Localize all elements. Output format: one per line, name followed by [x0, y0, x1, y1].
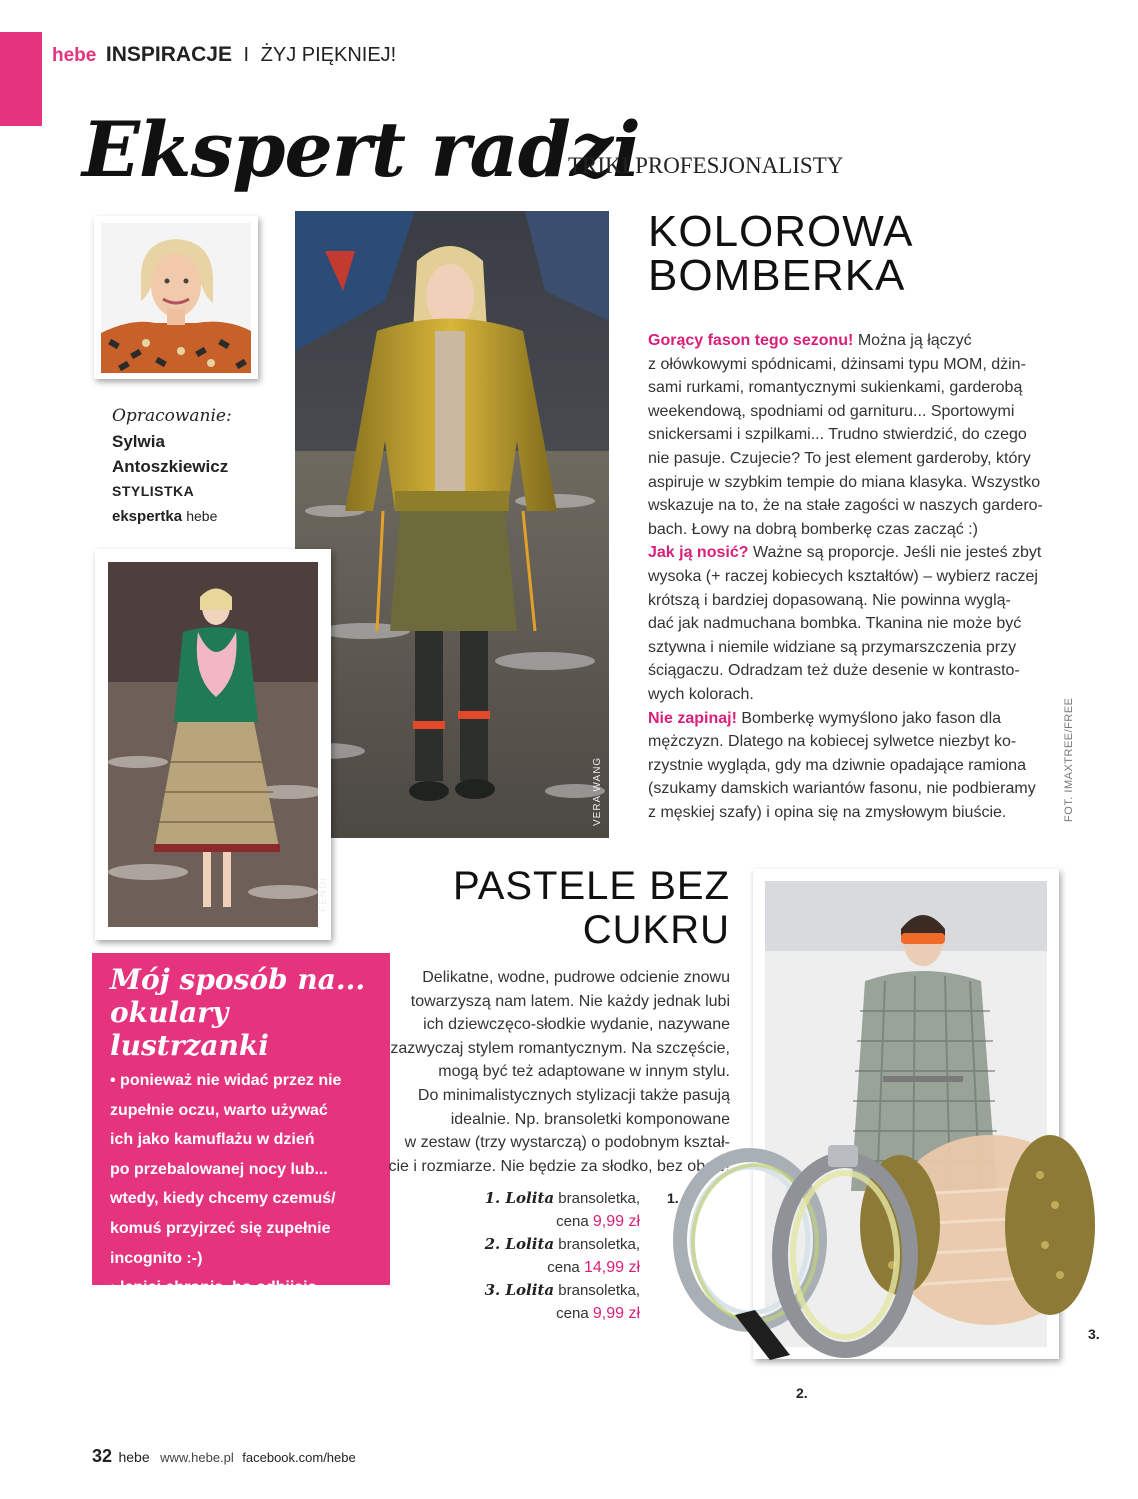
article1-line: [648, 376, 1038, 400]
tip-box-line: cer w pełnym słońcu.: [110, 1338, 272, 1356]
article2-line: Delikatne, wodne, pudrowe odcienie znowu: [422, 969, 730, 986]
tip-box-title-line: lustrzanki: [110, 1029, 269, 1062]
article1-heading-line2: BOMBERKA: [648, 251, 906, 300]
page-number: 32: [92, 1446, 113, 1466]
article2-line: mogą być też adaptowane w innym stylu.: [438, 1063, 730, 1081]
tip-box-line: incognito :-): [110, 1249, 203, 1267]
header-section: INSPIRACJE: [105, 43, 232, 66]
tip-box: [92, 953, 390, 1356]
tip-box-line: • lepiej chronią, bo odbijają: [110, 1279, 317, 1297]
tip-box-title-line: Mój sposób na...: [110, 963, 366, 996]
tip-box-line: wtedy, kiedy chcemy czemuś/: [110, 1190, 336, 1208]
article1-line: [648, 754, 1038, 778]
author-label: Opracowanie:: [112, 406, 232, 426]
article1-line: [648, 518, 1038, 542]
article1-line: [648, 612, 1038, 636]
article1-text: snickersami i szpilkami... Trudno stwierdzić, do czego: [648, 426, 1027, 444]
product-name-line: [485, 1279, 640, 1303]
tip-box-title-line: okulary: [110, 996, 229, 1029]
product-price-line: [485, 1257, 640, 1280]
article1-line: [648, 565, 1038, 589]
footer-facebook-link[interactable]: facebook.com/hebe: [242, 1450, 356, 1465]
article2-heading-line2: CUKRU: [582, 908, 730, 952]
author-expert-brand: hebe: [186, 508, 218, 524]
article1-text: wskazuje na to, że na stałe zagości w naszych gardero-: [648, 497, 1043, 515]
photo-credit-side: FENDI: [318, 877, 329, 912]
tip-box-line: po przebalowanej nocy lub...: [110, 1160, 328, 1178]
product-desc: bransoletka,: [558, 1282, 640, 1299]
product-price-label: cena: [556, 1212, 589, 1230]
article1-heading: [648, 207, 914, 300]
article1-line: [648, 801, 1038, 825]
tip-box-line: promienie. Najlepsze na spa-: [110, 1308, 330, 1326]
article1-line: [648, 730, 1038, 754]
article1-text: Bomberkę wymyślono jako fason dla: [736, 709, 1002, 727]
article1-line: [648, 400, 1038, 424]
product-name: 2. Lolita: [484, 1235, 555, 1253]
footer-website-link[interactable]: www.hebe.pl: [160, 1450, 234, 1465]
article1-line: [648, 447, 1038, 471]
tip-box-body: [110, 1066, 380, 1362]
header-brand: hebe: [52, 45, 97, 66]
page-title: Ekspert radzi: [82, 105, 640, 194]
pink-tab: [0, 32, 42, 126]
article1-lead: Gorący fason tego sezonu!: [648, 332, 854, 349]
marker-1: 1.: [667, 1190, 679, 1206]
article2-line: cie i rozmiarze. Nie będzie za słodko, bez obaw!: [388, 1157, 730, 1175]
page-title-sub: TRIKI PROFESJONALISTY: [568, 153, 844, 178]
article2-line: towarzyszą nam latem. Nie każdy jednak lubi: [410, 992, 730, 1010]
product-desc: bransoletka,: [558, 1236, 640, 1253]
marker-3: 3.: [1088, 1326, 1100, 1342]
article2-line: ich dziewczęco-słodkie wydanie, nazywane: [423, 1016, 730, 1034]
article1-line: [648, 636, 1038, 660]
article2-line: w zestaw (trzy wystarczą) o podobnym kształ-: [404, 1134, 730, 1152]
side-runway-photo: [108, 562, 318, 927]
author-credits: [112, 404, 232, 529]
article1-text: sztywna i niemile widziane są przymarszczenia przy: [648, 638, 1017, 656]
article1-text: aspiruje w szybkim tempie do miana klasyka. Wszystko: [648, 473, 1041, 491]
header-separator: I: [243, 44, 250, 66]
article1-text: wysoka (+ raczej kobiecych kształtów) – wybierz raczej: [648, 567, 1038, 585]
article1-body: [648, 329, 1043, 824]
article1-text: mężczyzn. Dlatego na kobiecej sylwetce niezbyt ko-: [648, 733, 1017, 751]
product-price-line: [485, 1303, 640, 1326]
article1-line: [648, 777, 1038, 801]
bracelets-image: [660, 1115, 1100, 1380]
article1-text: (szukamy damskich wariantów fasonu, nie podbieramy: [648, 780, 1036, 798]
article1-text: z męskiej szafy) i opina się na zmysłowym biuście.: [648, 803, 1007, 821]
author-photo-frame: [94, 216, 258, 379]
article1-line: [648, 423, 1038, 447]
product-price-label: cena: [556, 1304, 589, 1322]
author-photo: [101, 223, 251, 373]
article1-line: [648, 471, 1041, 495]
article1-lead: Jak ją nosić?: [648, 544, 749, 562]
product-desc: bransoletka,: [558, 1190, 640, 1207]
article1-text: nie pasuje. Czujecie? To jest element garderoby, który: [648, 449, 1031, 467]
product-price: 9,99 zł: [592, 1212, 640, 1230]
page-photo-credit: FOT. IMAXTREE/FREE: [1063, 697, 1075, 822]
article1-line: [648, 494, 1043, 518]
tip-box-line: ich jako kamuflażu w dzień: [110, 1131, 315, 1149]
product-price: 14,99 zł: [583, 1258, 640, 1276]
article1-line: [648, 659, 1038, 683]
product-price: 9,99 zł: [592, 1304, 640, 1322]
header-subtitle: ŻYJ PIĘKNIEJ!: [260, 44, 397, 66]
tip-box-line: komuś przyjrzeć się zupełnie: [110, 1219, 331, 1237]
product-name-line: [485, 1233, 640, 1257]
tip-box-title: [110, 963, 380, 1062]
article1-text: Ważne są proporcje. Jeśli nie jesteś zbyt: [748, 544, 1042, 562]
article1-text: rzystnie wygląda, gdy ma dziwnie opadające ramiona: [648, 756, 1026, 774]
article1-text: sami rurkami, romantycznymi sukienkami, garderobą: [648, 379, 1023, 397]
side-photo-frame: [95, 549, 331, 940]
author-role: STYLISTKA: [112, 483, 195, 499]
article1-line: [648, 541, 1042, 565]
article1-line: [648, 707, 1038, 731]
article1-text: ściągaczu. Odradzam też duże desenie w kontrasto-: [648, 662, 1020, 680]
author-name-first: Sylwia: [112, 432, 165, 451]
article1-lead: Nie zapinaj!: [648, 709, 737, 727]
article2-heading: [453, 864, 730, 952]
tip-box-line: • ponieważ nie widać przez nie: [110, 1072, 342, 1089]
article1-text: dać jak nadmuchana bombka. Tkanina nie może być: [648, 615, 1022, 633]
marker-2: 2.: [796, 1385, 808, 1401]
article1-text: wych kolorach.: [648, 685, 754, 703]
photo-credit-main: VERA WANG: [592, 756, 603, 826]
products-list: [485, 1187, 640, 1325]
page-header: [52, 43, 396, 67]
tip-box-line: zupełnie oczu, warto używać: [110, 1101, 328, 1119]
article1-text: weekendową, spodniami od garnituru... Sportowymi: [648, 402, 1015, 420]
main-runway-photo: [295, 211, 609, 838]
article2-line: zazwyczaj stylem romantycznym. Na szczęście,: [390, 1039, 730, 1057]
article2-line: idealnie. Np. bransoletki komponowane: [450, 1110, 730, 1128]
product-price-line: [485, 1211, 640, 1234]
author-expert: [112, 504, 232, 529]
article2-heading-line1: PASTELE BEZ: [452, 864, 730, 908]
author-expert-label: ekspertka: [112, 508, 183, 525]
product-name: 1. Lolita: [484, 1189, 555, 1207]
page-footer: [92, 1446, 356, 1467]
product-name-line: [485, 1187, 640, 1211]
footer-brand: hebe: [118, 1449, 150, 1465]
product-name: 3. Lolita: [484, 1281, 555, 1299]
article1-line: [648, 589, 1038, 613]
article1-text: krótszą i bardziej dopasowaną. Nie powinna wyglą-: [648, 591, 1011, 609]
author-name-last: Antoszkiewicz: [112, 457, 229, 476]
article1-text: Można ją łączyć: [853, 332, 972, 349]
article1-line: [648, 353, 1038, 377]
article1-heading-line1: KOLOROWA: [648, 207, 914, 256]
article2-line: Do minimalistycznych stylizacji także pasują: [417, 1086, 730, 1104]
article1-text: bach. Łowy na dobrą bomberkę czas zacząć :): [648, 520, 978, 538]
article1-line: [648, 683, 1038, 707]
article1-text: z ołówkowymi spódnicami, dżinsami typu MOM, dżin-: [648, 355, 1026, 373]
product-price-label: cena: [547, 1258, 580, 1276]
article1-line: [648, 329, 1038, 353]
